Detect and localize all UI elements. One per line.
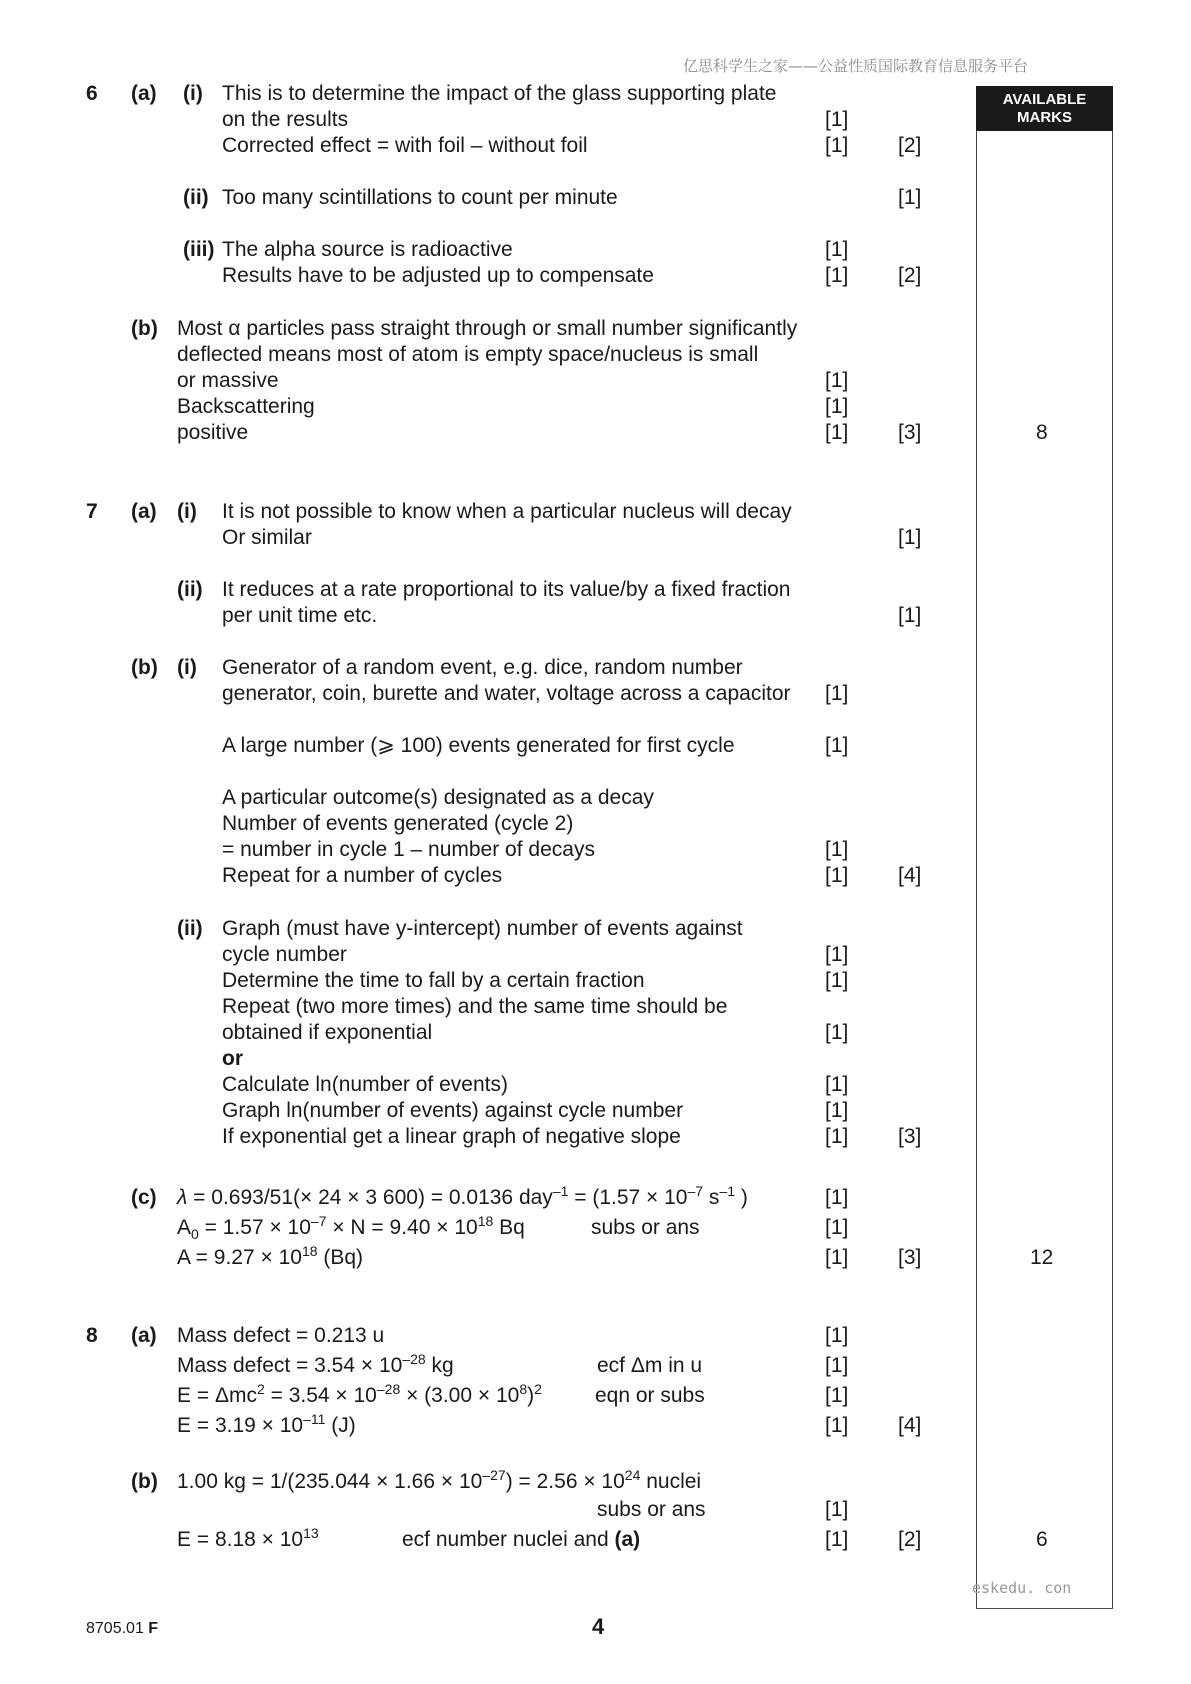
answer-line: Repeat (two more times) and the same time should be: [222, 995, 728, 1018]
equation-text: E = 8.18 × 10: [177, 1528, 304, 1551]
subpart-label: (ii): [183, 186, 209, 209]
equation-text: × N = 9.40 × 10: [326, 1216, 478, 1239]
mark: [1]: [825, 1216, 849, 1239]
available-marks-header-line1: AVAILABLE: [1002, 91, 1087, 108]
part-label: (c): [131, 1186, 157, 1209]
note-ref: (a): [614, 1528, 641, 1551]
question-number: 7: [86, 500, 98, 523]
subpart-label: (i): [177, 500, 197, 523]
mark: [1]: [825, 134, 849, 157]
mark: [1]: [825, 1073, 849, 1096]
question-total: 8: [1036, 421, 1048, 444]
mark: [1]: [825, 1021, 849, 1044]
question-total: 12: [1030, 1246, 1054, 1269]
equation-text: = 1.57 × 10: [198, 1216, 311, 1239]
answer-line: deflected means most of atom is empty space/nucleus is small: [177, 343, 759, 366]
site-watermark: eskedu. con: [972, 1579, 1072, 1597]
equation-text: Bq: [493, 1216, 525, 1239]
mark: [1]: [825, 682, 849, 705]
subscript: 0: [191, 1226, 199, 1243]
marking-note: [402, 1527, 640, 1553]
mark: [1]: [825, 969, 849, 992]
answer-line: Mass defect = 0.213 u: [177, 1324, 385, 1347]
part-total: [3]: [898, 421, 922, 444]
part-total: [2]: [898, 264, 922, 287]
superscript: –7: [687, 1183, 704, 1199]
answer-line: or massive: [177, 369, 279, 392]
part-label: (a): [131, 82, 157, 105]
part-label: (a): [131, 500, 157, 523]
superscript: –28: [402, 1351, 426, 1367]
answer-line: If exponential get a linear graph of negative slope: [222, 1125, 681, 1148]
equation-text: kg: [425, 1354, 454, 1377]
equation-text: ) = 2.56 × 10: [505, 1470, 625, 1493]
mark: [1]: [825, 1099, 849, 1122]
lambda-symbol: λ: [177, 1186, 188, 1209]
answer-line: Backscattering: [177, 395, 315, 418]
part-total: [1]: [898, 186, 922, 209]
subpart-label: (i): [177, 656, 197, 679]
equation-text: ): [527, 1384, 535, 1407]
answer-line: Graph (must have y-intercept) number of events against: [222, 917, 743, 940]
answer-line: Repeat for a number of cycles: [222, 864, 503, 887]
mark: [1]: [825, 369, 849, 392]
marking-note: subs or ans: [591, 1216, 700, 1239]
paper-code-number: 8705.01: [86, 1620, 144, 1637]
answer-line: Too many scintillations to count per minute: [222, 186, 618, 209]
equation-text: 1.00 kg = 1/(235.044 × 1.66 × 10: [177, 1470, 483, 1493]
equation-line: [177, 1469, 701, 1495]
equation-text: Mass defect = 3.54 × 10: [177, 1354, 403, 1377]
superscript: –11: [303, 1411, 326, 1427]
question-number: 8: [86, 1324, 98, 1347]
equation-text: ): [734, 1186, 748, 1209]
subpart-label: (i): [183, 82, 203, 105]
answer-line: Generator of a random event, e.g. dice, random number: [222, 656, 743, 679]
watermark-text: 亿思科学生之家——公益性质国际教育信息服务平台: [683, 57, 1029, 75]
question-total: 6: [1036, 1528, 1048, 1551]
available-marks-header-line2: MARKS: [1017, 109, 1072, 126]
superscript: 2: [256, 1381, 265, 1397]
equation-text: = 0.693/51(× 24 × 3 600) = 0.0136 day: [187, 1186, 553, 1209]
answer-line: It is not possible to know when a particular nucleus will decay: [222, 500, 792, 523]
equation-text: E = 3.19 × 10: [177, 1414, 304, 1437]
mark: [1]: [825, 1354, 849, 1377]
answer-line: obtained if exponential: [222, 1021, 433, 1044]
answer-line: Most α particles pass straight through or small number significantly: [177, 317, 798, 340]
equation-line: [177, 1215, 525, 1241]
part-total: [2]: [898, 1528, 922, 1551]
superscript: 18: [477, 1213, 494, 1229]
equation-line: [177, 1353, 454, 1379]
equation-line: [177, 1413, 356, 1439]
superscript: –1: [552, 1183, 569, 1199]
mark: [1]: [825, 1246, 849, 1269]
superscript: –7: [310, 1213, 327, 1229]
superscript: 13: [303, 1525, 319, 1541]
mark: [1]: [825, 864, 849, 887]
equation-line: [177, 1245, 363, 1271]
marking-note: eqn or subs: [595, 1384, 705, 1407]
mark: [1]: [825, 1125, 849, 1148]
mark: [1]: [825, 108, 849, 131]
part-total: [3]: [898, 1125, 922, 1148]
answer-line: Corrected effect = with foil – without foil: [222, 134, 588, 157]
equation-text: × (3.00 × 10: [400, 1384, 520, 1407]
mark: [1]: [825, 1384, 849, 1407]
equation-text: A = 9.27 × 10: [177, 1246, 302, 1269]
equation-text: = 3.54 × 10: [264, 1384, 377, 1407]
part-total: [1]: [898, 526, 922, 549]
note-text: ecf number nuclei and: [402, 1528, 615, 1551]
mark: [1]: [825, 734, 849, 757]
equation-text: = (1.57 × 10: [568, 1186, 688, 1209]
equation-line: [177, 1185, 748, 1211]
mark: [1]: [825, 1324, 849, 1347]
available-marks-column: [976, 131, 1113, 1609]
mark: [1]: [825, 421, 849, 444]
superscript: 2: [534, 1381, 542, 1397]
answer-line: Calculate ln(number of events): [222, 1073, 508, 1096]
superscript: 24: [624, 1467, 641, 1483]
part-total: [1]: [898, 604, 922, 627]
subpart-label: (ii): [177, 917, 203, 940]
equation-text: s: [703, 1186, 720, 1209]
mark: [1]: [825, 1186, 849, 1209]
equation-text: A: [177, 1216, 192, 1239]
part-label: (b): [131, 317, 158, 340]
question-number: 6: [86, 82, 98, 105]
answer-line: This is to determine the impact of the glass supporting plate: [222, 82, 777, 105]
part-label: (a): [131, 1324, 157, 1347]
answer-line: Or similar: [222, 526, 312, 549]
answer-line: Number of events generated (cycle 2): [222, 812, 574, 835]
part-total: [4]: [898, 864, 922, 887]
answer-line: The alpha source is radioactive: [222, 238, 513, 261]
superscript: –27: [482, 1467, 506, 1483]
mark: [1]: [825, 1528, 849, 1551]
part-total: [4]: [898, 1414, 922, 1437]
mark: [1]: [825, 395, 849, 418]
answer-line: Results have to be adjusted up to compensate: [222, 264, 654, 287]
superscript: –1: [719, 1183, 735, 1199]
answer-line: positive: [177, 421, 249, 444]
answer-line: per unit time etc.: [222, 604, 378, 627]
subpart-label: (ii): [177, 578, 203, 601]
paper-code: [86, 1620, 158, 1638]
marking-note: ecf Δm in u: [597, 1354, 703, 1377]
mark: [1]: [825, 943, 849, 966]
marking-note: subs or ans: [597, 1498, 706, 1521]
part-label: (b): [131, 656, 158, 679]
answer-line: cycle number: [222, 943, 347, 966]
mark: [1]: [825, 238, 849, 261]
available-marks-header: [976, 86, 1113, 131]
equation-text: E = Δmc: [177, 1384, 257, 1407]
mark: [1]: [825, 838, 849, 861]
paper-code-suffix: F: [148, 1620, 159, 1637]
answer-line: A particular outcome(s) designated as a decay: [222, 786, 654, 809]
part-label: (b): [131, 1470, 158, 1493]
equation-text: nuclei: [640, 1470, 702, 1493]
equation-line: [177, 1383, 542, 1409]
part-total: [3]: [898, 1246, 922, 1269]
subpart-label: (iii): [183, 238, 215, 261]
superscript: –28: [376, 1381, 401, 1397]
answer-line: It reduces at a rate proportional to its value/by a fixed fraction: [222, 578, 791, 601]
equation-text: (Bq): [317, 1246, 364, 1269]
part-total: [2]: [898, 134, 922, 157]
page-number: 4: [592, 1614, 605, 1639]
equation-text: (J): [325, 1414, 356, 1437]
answer-line: = number in cycle 1 – number of decays: [222, 838, 595, 861]
answer-line: Determine the time to fall by a certain fraction: [222, 969, 645, 992]
answer-line: Graph ln(number of events) against cycle number: [222, 1099, 684, 1122]
answer-line: generator, coin, burette and water, voltage across a capacitor: [222, 682, 791, 705]
answer-line: on the results: [222, 108, 349, 131]
superscript: 18: [301, 1243, 318, 1259]
or-separator: or: [222, 1047, 243, 1070]
mark: [1]: [825, 1414, 849, 1437]
mark: [1]: [825, 264, 849, 287]
superscript: 8: [519, 1381, 528, 1397]
answer-line: A large number (⩾ 100) events generated for first cycle: [222, 734, 735, 757]
equation-line: [177, 1527, 319, 1553]
mark: [1]: [825, 1498, 849, 1521]
